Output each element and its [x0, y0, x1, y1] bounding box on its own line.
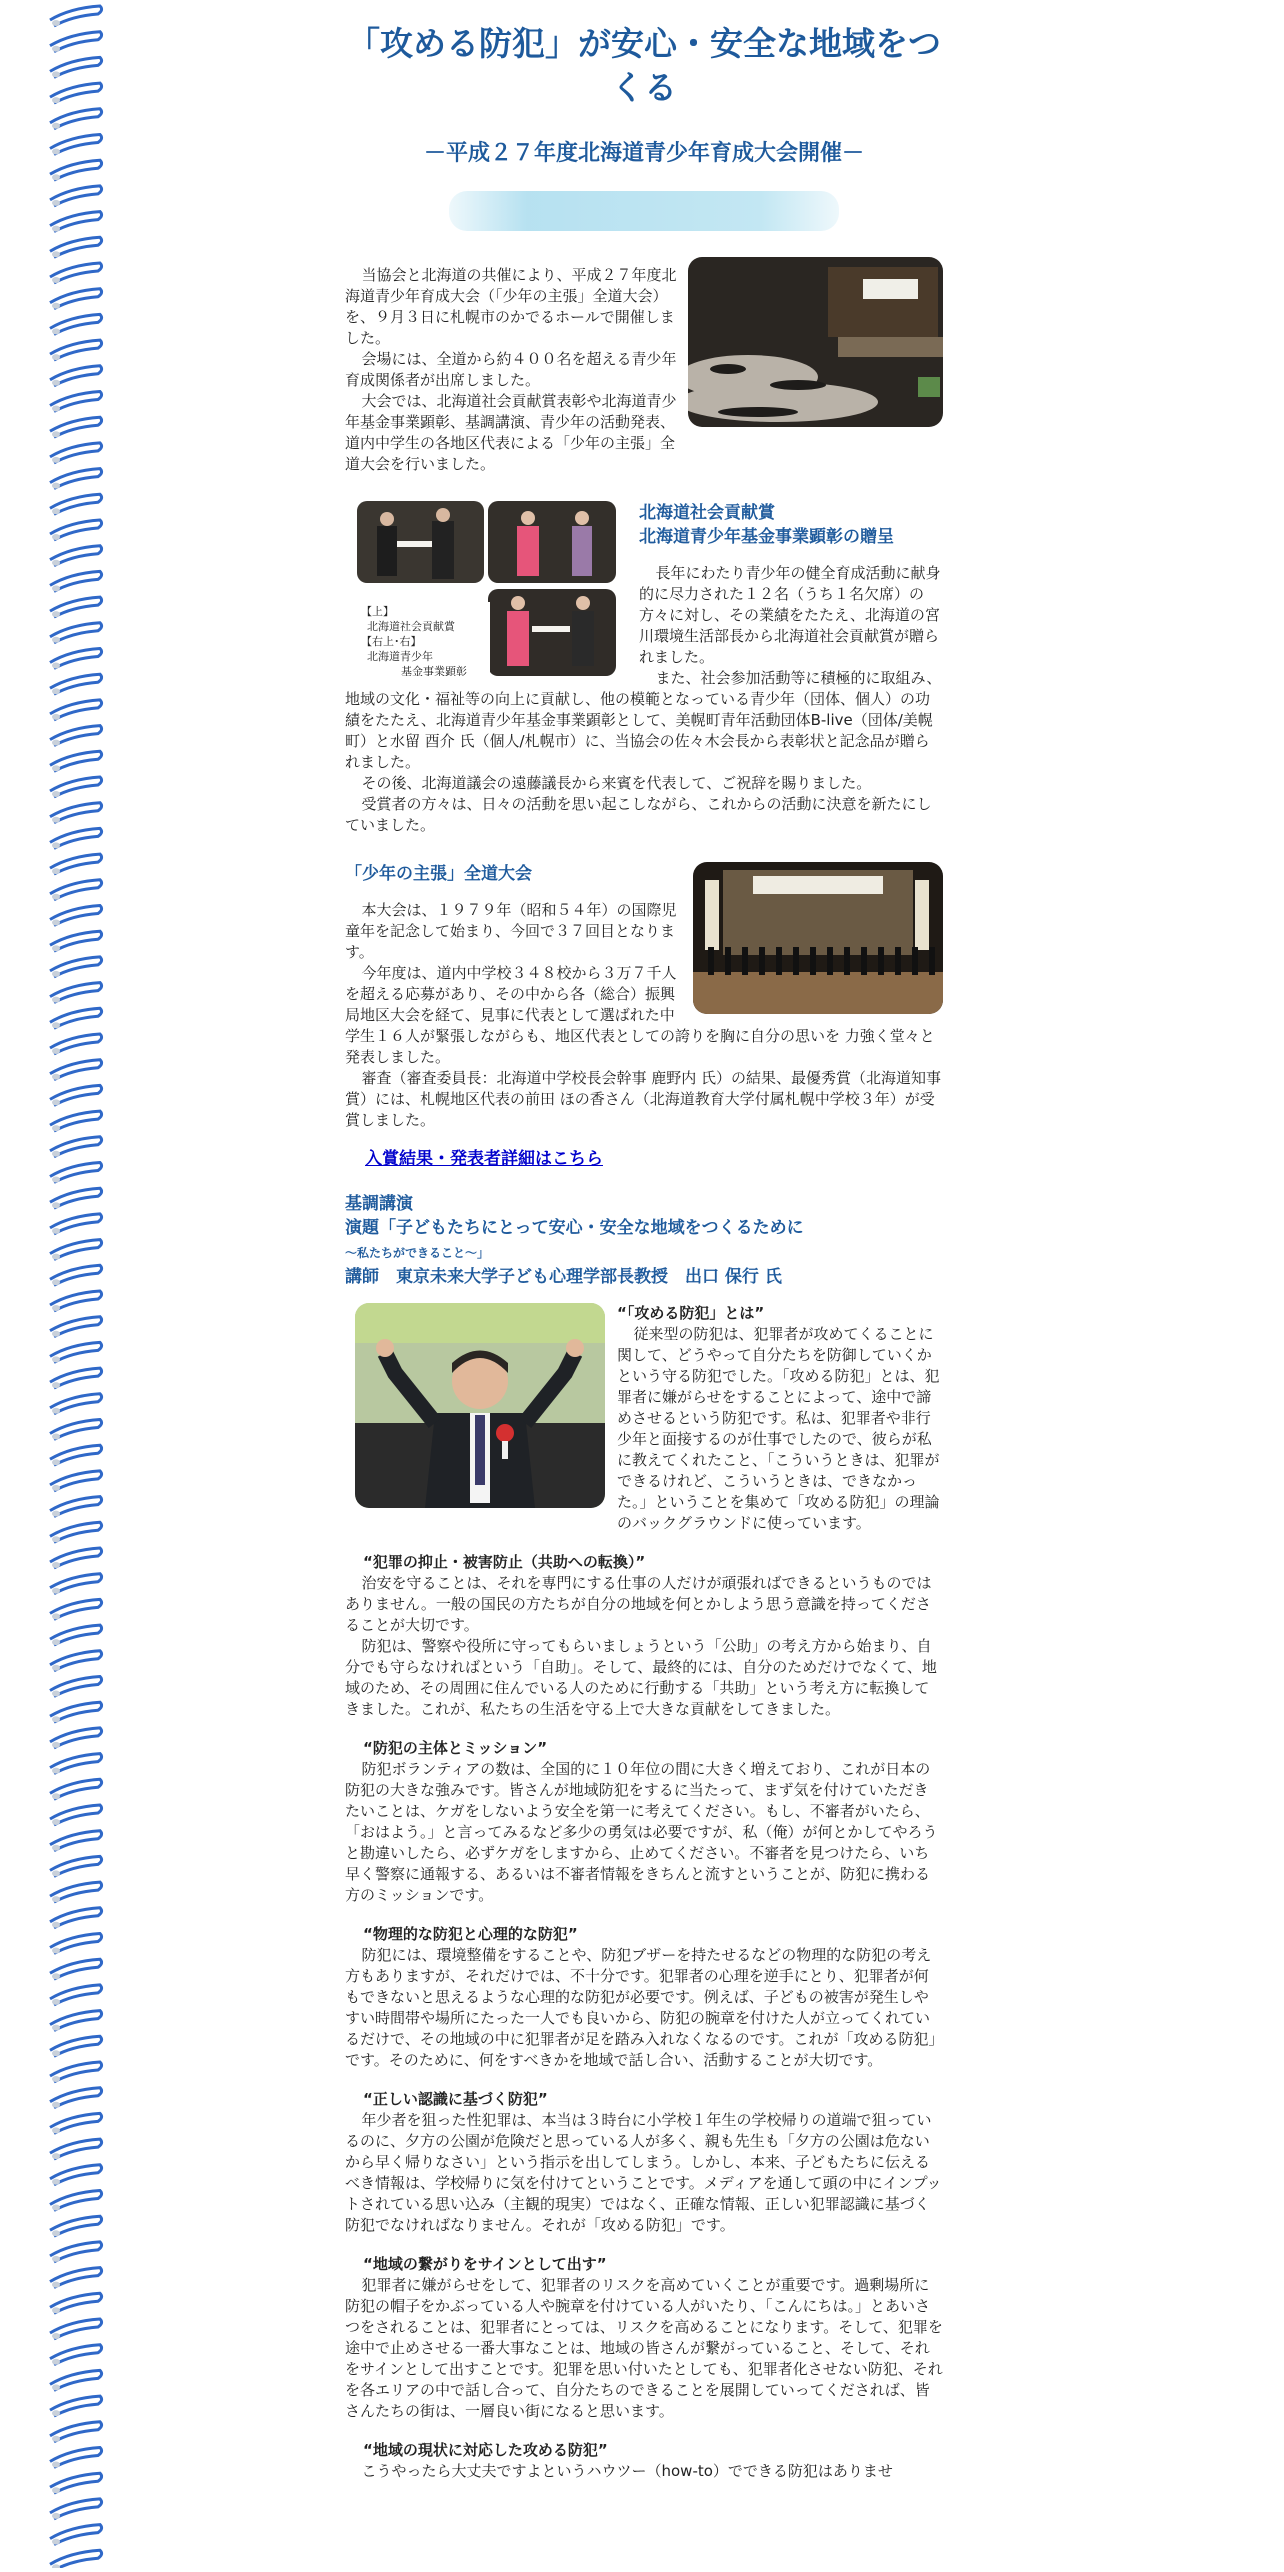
spiral-hole	[52, 1177, 60, 1183]
spiral-hole	[52, 2127, 60, 2133]
spiral-hole	[52, 1228, 60, 1234]
spiral-hole	[52, 560, 60, 566]
spiral-hole	[52, 1716, 60, 1722]
spiral-hole	[52, 2050, 60, 2056]
spiral-hole	[52, 2462, 60, 2468]
spiral-hole	[52, 1742, 60, 1748]
award-paragraph-2: また、社会参加活動等に積極的に取組み、地域の文化・福祉等の向上に貢献し、他の模範となっている青少年（団体、個人）の功績をたたえ、北海道青少年基金事業顕彰として、美幌町青年活動団体B-live（団体/美幌町）と水留 酉介 氏（個人/札幌市）に、当協会の佐々木会長から表彰状と記念品が贈られました。	[345, 669, 942, 771]
spiral-hole	[52, 1202, 60, 1208]
award-paragraph-3: その後、北海道議会の遠藤議長から来賓を代表して、ご祝辞を賜りました。	[361, 774, 872, 792]
lecture-title-main: 演題「子どもたちにとって安心・安全な地域をつくるために	[345, 1218, 804, 1238]
spiral-hole	[52, 1870, 60, 1876]
spiral-hole	[52, 2487, 60, 2493]
spiral-hole	[52, 328, 60, 334]
award-paragraph-1: 長年にわたり青少年の健全育成活動に献身的に尽力された１２名（うち１名欠席）の方々に対し、その業績をたたえ、北海道の宮川環境生活部長から北海道社会貢献賞が贈られました。	[639, 564, 941, 666]
spiral-hole	[52, 611, 60, 617]
spiral-hole	[52, 1536, 60, 1542]
intro-section	[345, 265, 943, 475]
spiral-hole	[52, 2282, 60, 2288]
award-photo-collage	[357, 501, 627, 676]
spiral-hole	[52, 71, 60, 77]
spiral-hole	[52, 97, 60, 103]
spiral-hole	[52, 1279, 60, 1285]
contest-paragraph-2: 今年度は、道内中学校３４８校から３万７千人を超える応募があり、その中から各（総合）振興局地区大会を経て、見事に代表として選ばれた中学生１６人が緊張しながらも、地区代表としての誇りを胸に自分の思いを 力強く堂々と発表しました。	[345, 964, 935, 1066]
spiral-hole	[52, 406, 60, 412]
section-5-body: 年少者を狙った性犯罪は、本当は３時台に小学校１年生の学校帰りの道端で狙っているのに、夕方の公園が危険だと思っている人が多く、親も先生も「夕方の公園は危ないから早く帰りなさい」という指示を出してしまう。しかし、本来、子どもたちに伝えるべき情報は、学校帰りに気を付けてということです。メディアを通して頭の中にインプットされている思い込み（主観的現実）ではなく、正確な情報、正しい犯罪認識に基づく防犯でなければなりません。それが「攻める防犯」です。	[345, 2111, 942, 2234]
article	[345, 22, 943, 2482]
section-7-heading: “地域の現状に対応した攻める防犯”	[363, 2441, 608, 2459]
spiral-hole	[52, 123, 60, 129]
contest-heading: 「少年の主張」全道大会	[345, 864, 532, 884]
spiral-hole	[52, 2179, 60, 2185]
lecture-speaker: 講師 東京未来大学子ども心理学部長教授 出口 保行 氏	[345, 1267, 782, 1287]
spiral-hole	[52, 817, 60, 823]
spiral-hole	[52, 1511, 60, 1517]
spiral-hole	[52, 1588, 60, 1594]
spiral-hole	[52, 868, 60, 874]
spiral-hole	[52, 2076, 60, 2082]
spiral-hole	[52, 945, 60, 951]
spiral-hole	[52, 2564, 60, 2568]
section-2-paragraph-2: 防犯は、警察や役所に守ってもらいましょうという「公助」の考え方から始まり、自分でも守らなければという「自助」。そして、最終的には、自分のためだけでなくて、地域のため、その周囲に住んでいる人のために行動する「共助」という考え方に転換してきました。これが、私たちの生活を守る上で大きな貢献をしてきました。	[345, 1637, 937, 1718]
intro-paragraph-3: 大会では、北海道社会貢献賞表彰や北海道青少年基金事業顕彰、基調講演、青少年の活動発表、道内中学生の各地区代表による「少年の主張」全道大会を行いました。	[345, 392, 677, 473]
contest-photo	[693, 862, 943, 1014]
spiral-hole	[52, 894, 60, 900]
spiral-hole	[52, 2102, 60, 2108]
page-title: 「攻める防犯」が安心・安全な地域をつくる	[347, 24, 941, 107]
section-3-heading: “防犯の主体とミッション”	[363, 1739, 548, 1757]
spiral-hole	[52, 1305, 60, 1311]
spiral-hole	[52, 354, 60, 360]
section-4-body: 防犯には、環境整備をすることや、防犯ブザーを持たせるなどの物理的な防犯の考え方もありますが、それだけでは、不十分です。犯罪者の心理を逆手にとり、犯罪者が何もできないと思えるような心理的な防犯が必要です。例えば、子どもの被害が発生しやすい時間帯や場所にたった一人でも良いから、防犯の腕章を付けた人が立ってくれているだけで、その地域の中に犯罪者が足を踏み入れなくなるのです。これが「攻める防犯」です。そのために、何をすべきかを地域で話し合い、活動することが大切です。	[345, 1946, 937, 2069]
spiral-hole	[52, 2513, 60, 2519]
section-1-heading: “「攻める防犯」とは”	[617, 1304, 765, 1322]
spiral-hole	[52, 20, 60, 26]
spiral-hole	[52, 508, 60, 514]
lecture-label: 基調講演	[345, 1194, 413, 1214]
spiral-hole	[52, 1048, 60, 1054]
spiral-hole	[52, 483, 60, 489]
caption-line: 基金事業顕彰	[401, 665, 467, 676]
award-paragraph-4: 受賞者の方々は、日々の活動を思い起こしながら、これからの活動に決意を新たにしていました。	[345, 795, 932, 834]
spiral-hole	[52, 1691, 60, 1697]
spiral-hole	[52, 2436, 60, 2442]
intro-paragraph-1: 当協会と北海道の共催により、平成２７年度北海道青少年育成大会（「少年の主張」全道大会）を、９月３日に札幌市のかでるホールで開催しました。	[345, 266, 677, 347]
spiral-hole	[52, 765, 60, 771]
spiral-hole	[52, 1382, 60, 1388]
spiral-hole	[52, 303, 60, 309]
spiral-hole	[52, 1896, 60, 1902]
spiral-hole	[52, 2230, 60, 2236]
spiral-hole	[52, 1459, 60, 1465]
spiral-hole	[52, 46, 60, 52]
spiral-hole	[52, 637, 60, 643]
spiral-hole	[52, 1639, 60, 1645]
caption-line: 【右上･右】	[361, 635, 422, 648]
spiral-hole	[52, 1613, 60, 1619]
spiral-hole	[52, 149, 60, 155]
lecture-section	[345, 1192, 943, 2482]
spiral-hole	[52, 277, 60, 283]
spiral-hole	[52, 740, 60, 746]
section-3-body: 防犯ボランティアの数は、全国的に１０年位の間に大きく増えており、これが日本の防犯の大きな強みです。皆さんが地域防犯をするに当たって、まず気を付けていただきたいことは、ケガをしないよう安全を第一に考えてください。もし、不審者がいたら、「おはよう。」と言ってみるなど多少の勇気は必要ですが、私（俺）が何とかしてやろうと勘違いしたら、必ずケガをしますから、止めてください。不審者を見つけたら、いち早く警察に通報する、あるいは不審者情報をきちんと流すということが、防犯に携わる方のミッションです。	[345, 1760, 938, 1904]
spiral-hole	[52, 1768, 60, 1774]
spiral-hole	[52, 1973, 60, 1979]
spiral-hole	[52, 2205, 60, 2211]
award-section	[345, 501, 943, 836]
spiral-hole	[52, 997, 60, 1003]
spiral-hole	[52, 200, 60, 206]
section-4-heading: “物理的な防犯と心理的な防犯”	[363, 1925, 578, 1943]
contest-paragraph-1: 本大会は、１９７９年（昭和５４年）の国際児童年を記念して始まり、今回で３７回目となります。	[345, 901, 677, 961]
spiral-binding	[0, 0, 110, 2568]
spiral-hole	[52, 1485, 60, 1491]
spiral-hole	[52, 1331, 60, 1337]
spiral-hole	[52, 2539, 60, 2545]
spiral-hole	[52, 2359, 60, 2365]
spiral-hole	[52, 842, 60, 848]
spiral-hole	[52, 1099, 60, 1105]
spiral-hole	[52, 585, 60, 591]
caption-line: 北海道青少年	[367, 650, 433, 663]
results-link[interactable]: 入賞結果・発表者詳細はこちら	[365, 1149, 603, 1169]
contest-paragraph-3: 審査（審査委員長：北海道中学校長会幹事 鹿野内 氏）の結果、最優秀賞（北海道知事賞）には、札幌地区代表の前田 ほの香さん（北海道教育大学付属札幌中学校３年）が受賞しました。	[345, 1069, 942, 1129]
intro-paragraph-2: 会場には、全道から約４００名を超える青少年育成関係者が出席しました。	[345, 350, 677, 389]
spiral-hole	[52, 2410, 60, 2416]
spiral-hole	[52, 1434, 60, 1440]
section-1-body: 従来型の防犯は、犯罪者が攻めてくることに関して、どうやって自分たちを防御していくかという守る防犯でした。「攻める防犯」とは、犯罪者に嫌がらせをすることによって、途中で諦めさせるという防犯です。私は、犯罪者や非行少年と面接するのが仕事でしたので、彼らが私に教えてくれたこと、「こういうときは、犯罪ができるけれど、こういうときは、できなかった。」ということを集めて「攻める防犯」の理論のバックグラウンドに使っています。	[617, 1325, 940, 1532]
spiral-hole	[52, 1793, 60, 1799]
spiral-hole	[52, 457, 60, 463]
lecture-title	[345, 1216, 943, 1265]
spiral-hole	[52, 2153, 60, 2159]
spiral-hole	[52, 2256, 60, 2262]
spiral-hole	[52, 714, 60, 720]
spiral-hole	[52, 971, 60, 977]
spiral-hole	[52, 1254, 60, 1260]
section-7-body: こうやったら大丈夫ですよというハウツー（how-to）でできる防犯はありませ	[361, 2462, 893, 2480]
award-photo-caption	[357, 602, 490, 676]
spiral-hole	[52, 2333, 60, 2339]
award-heading-2: 北海道青少年基金事業顕彰の贈呈	[639, 527, 894, 547]
spiral-hole	[52, 2025, 60, 2031]
spiral-hole	[52, 920, 60, 926]
lecture-title-sub: ～私たちができること～」	[345, 1246, 490, 1260]
spiral-hole	[52, 1922, 60, 1928]
spiral-hole	[52, 1408, 60, 1414]
spiral-hole	[52, 1562, 60, 1568]
award-heading-1: 北海道社会貢献賞	[639, 503, 775, 523]
speaker-photo	[355, 1303, 605, 1508]
spiral-hole	[52, 2384, 60, 2390]
spiral-hole	[52, 251, 60, 257]
section-6-heading: “地域の繋がりをサインとして出す”	[363, 2255, 607, 2273]
decorative-brush-stroke	[449, 191, 839, 231]
page-subtitle: －平成２７年度北海道青少年育成大会開催－	[423, 141, 864, 166]
spiral-hole	[52, 663, 60, 669]
section-5-heading: “正しい認識に基づく防犯”	[363, 2090, 548, 2108]
section-2-paragraph-1: 治安を守ることは、それを専門にする仕事の人だけが頑張ればできるというものではありません。一般の国民の方たちが自分の地域を何とかしよう思う意識を持ってくださることが大切です。	[345, 1574, 932, 1634]
spiral-hole	[52, 1948, 60, 1954]
spiral-hole	[52, 1819, 60, 1825]
spiral-hole	[52, 431, 60, 437]
spiral-hole	[52, 1356, 60, 1362]
spiral-hole	[52, 380, 60, 386]
caption-line: 北海道社会貢献賞	[367, 620, 455, 633]
spiral-hole	[52, 791, 60, 797]
spiral-coils	[0, 0, 110, 2568]
spiral-hole	[52, 174, 60, 180]
section-6-body: 犯罪者に嫌がらせをして、犯罪者のリスクを高めていくことが重要です。過剰場所に防犯の帽子をかぶっている人や腕章を付けている人がいたり、「こんにちは。」とあいさつをされることは、犯罪者にとっては、リスクを高めることになります。そして、犯罪を途中で止めさせる一番大事なことは、地域の皆さんが繋がっていること、そして、それをサインとして出すことです。犯罪を思い付いたとしても、犯罪者化させない防犯、それを各エリアの中で話し合って、自分たちのできることを展開していってくだされば、皆さんたちの街は、一層良い街になると思います。	[345, 2276, 943, 2420]
spiral-hole	[52, 1999, 60, 2005]
spiral-hole	[52, 1845, 60, 1851]
spiral-hole	[52, 688, 60, 694]
spiral-hole	[52, 1022, 60, 1028]
spiral-hole	[52, 2307, 60, 2313]
spiral-hole	[52, 1074, 60, 1080]
section-2-heading: “犯罪の抑止・被害防止（共助への転換）”	[363, 1553, 646, 1571]
spiral-hole	[52, 226, 60, 232]
spiral-hole	[52, 534, 60, 540]
spiral-hole	[52, 1125, 60, 1131]
hall-photo	[688, 257, 943, 427]
contest-section	[345, 862, 943, 1170]
spiral-hole	[52, 1151, 60, 1157]
caption-line: 【上】	[361, 605, 394, 618]
spiral-hole	[52, 1665, 60, 1671]
